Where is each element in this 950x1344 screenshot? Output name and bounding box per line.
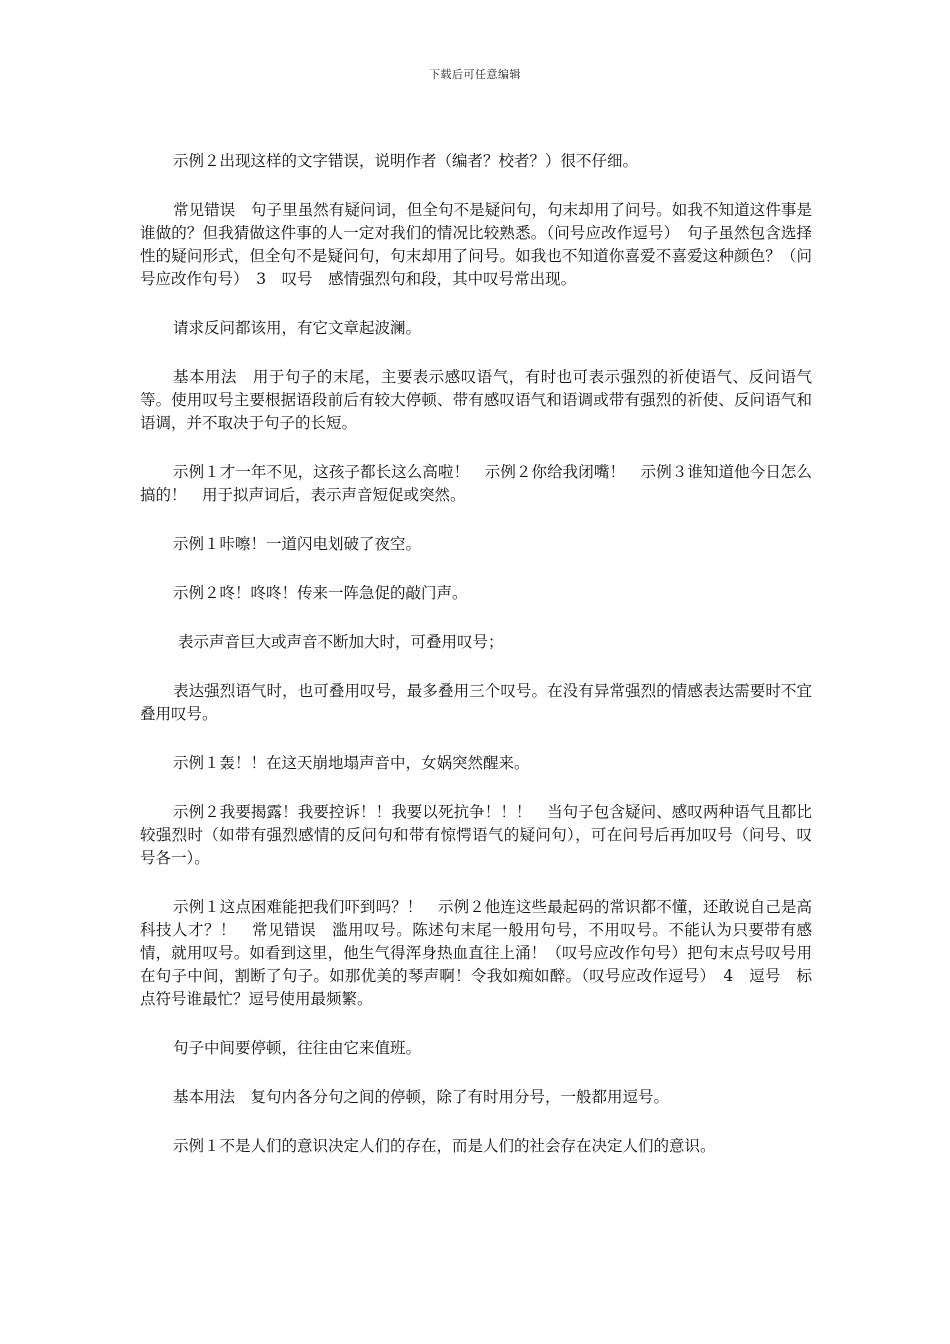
paragraph: 常见错误 句子里虽然有疑问词，但全句不是疑问句，句末却用了问号。如我不知道这件事是谁做的？但我猜做这件事的人一定对我们的情况比较熟悉。（问号应改作逗号） 句子虽然包含选择性的疑问形式，但全句不是疑问句，句末却用了问号。如我也不知道你喜爱不喜爱这种颜色？（问号应改作句号） 3 叹号 感情强烈句和段，其中叹号常出现。 xyxy=(140,201,812,288)
paragraph: 示例２我要揭露！我要控诉！！我要以死抗争！！！ 当句子包含疑问、感叹两种语气且都比较强烈时（如带有强烈感情的反问句和带有惊愕语气的疑问句），可在问号后再加叹号（问号、叹号各一）。 xyxy=(140,803,812,867)
page-header: 下载后可任意编辑 xyxy=(429,68,521,81)
paragraph: 示例２咚！咚咚！传来一阵急促的敲门声。 xyxy=(173,584,468,602)
paragraph: 基本用法 用于句子的末尾，主要表示感叹语气，有时也可表示强烈的祈使语气、反问语气等。使用叹号主要根据语段前后有较大停顿、带有感叹语气和语调或带有强烈的祈使、反问语气和语调，并不取决于句子的长短。 xyxy=(140,368,812,432)
document-body xyxy=(140,150,812,1184)
paragraph: 请求反问都该用，有它文章起波澜。 xyxy=(173,319,422,337)
paragraph: 表达强烈语气时，也可叠用叹号，最多叠用三个叹号。在没有异常强烈的情感表达需要时不宜叠用叹号。 xyxy=(140,682,812,723)
paragraph: 句子中间要停顿，往往由它来值班。 xyxy=(173,1039,422,1057)
paragraph: 基本用法 复句内各分句之间的停顿，除了有时用分号，一般都用逗号。 xyxy=(173,1088,670,1106)
paragraph: 示例１这点困难能把我们吓到吗？！ 示例２他连这些最起码的常识都不懂，还敢说自己是高科技人才？！ 常见错误 滥用叹号。陈述句末尾一般用句号，不用叹号。不能认为只要带有感情，就用叹号。如看到这里，他生气得浑身热血直往上涌！（叹号应改作句号）把句末点号叹号用在句子中间，割断了句子。如那优美的琴声啊！令我如痴如醉。（叹号应改作逗号） 4 逗号 标点符号谁最忙？逗号使用最频繁。 xyxy=(140,898,812,1008)
paragraph: 示例１才一年不见，这孩子都长这么高啦！ 示例２你给我闭嘴！ 示例３谁知道他今日怎么搞的！ 用于拟声词后，表示声音短促或突然。 xyxy=(140,463,812,504)
paragraph: 示例２出现这样的文字错误，说明作者（编者？校者？）很不仔细。 xyxy=(173,152,639,170)
paragraph: 表示声音巨大或声音不断加大时，可叠用叹号； xyxy=(173,633,504,651)
paragraph: 示例１咔嚓！一道闪电划破了夜空。 xyxy=(173,535,422,553)
paragraph: 示例１轰！！在这天崩地塌声音中，女娲突然醒来。 xyxy=(173,754,530,772)
paragraph: 示例１不是人们的意识决定人们的存在，而是人们的社会存在决定人们的意识。 xyxy=(173,1137,716,1155)
